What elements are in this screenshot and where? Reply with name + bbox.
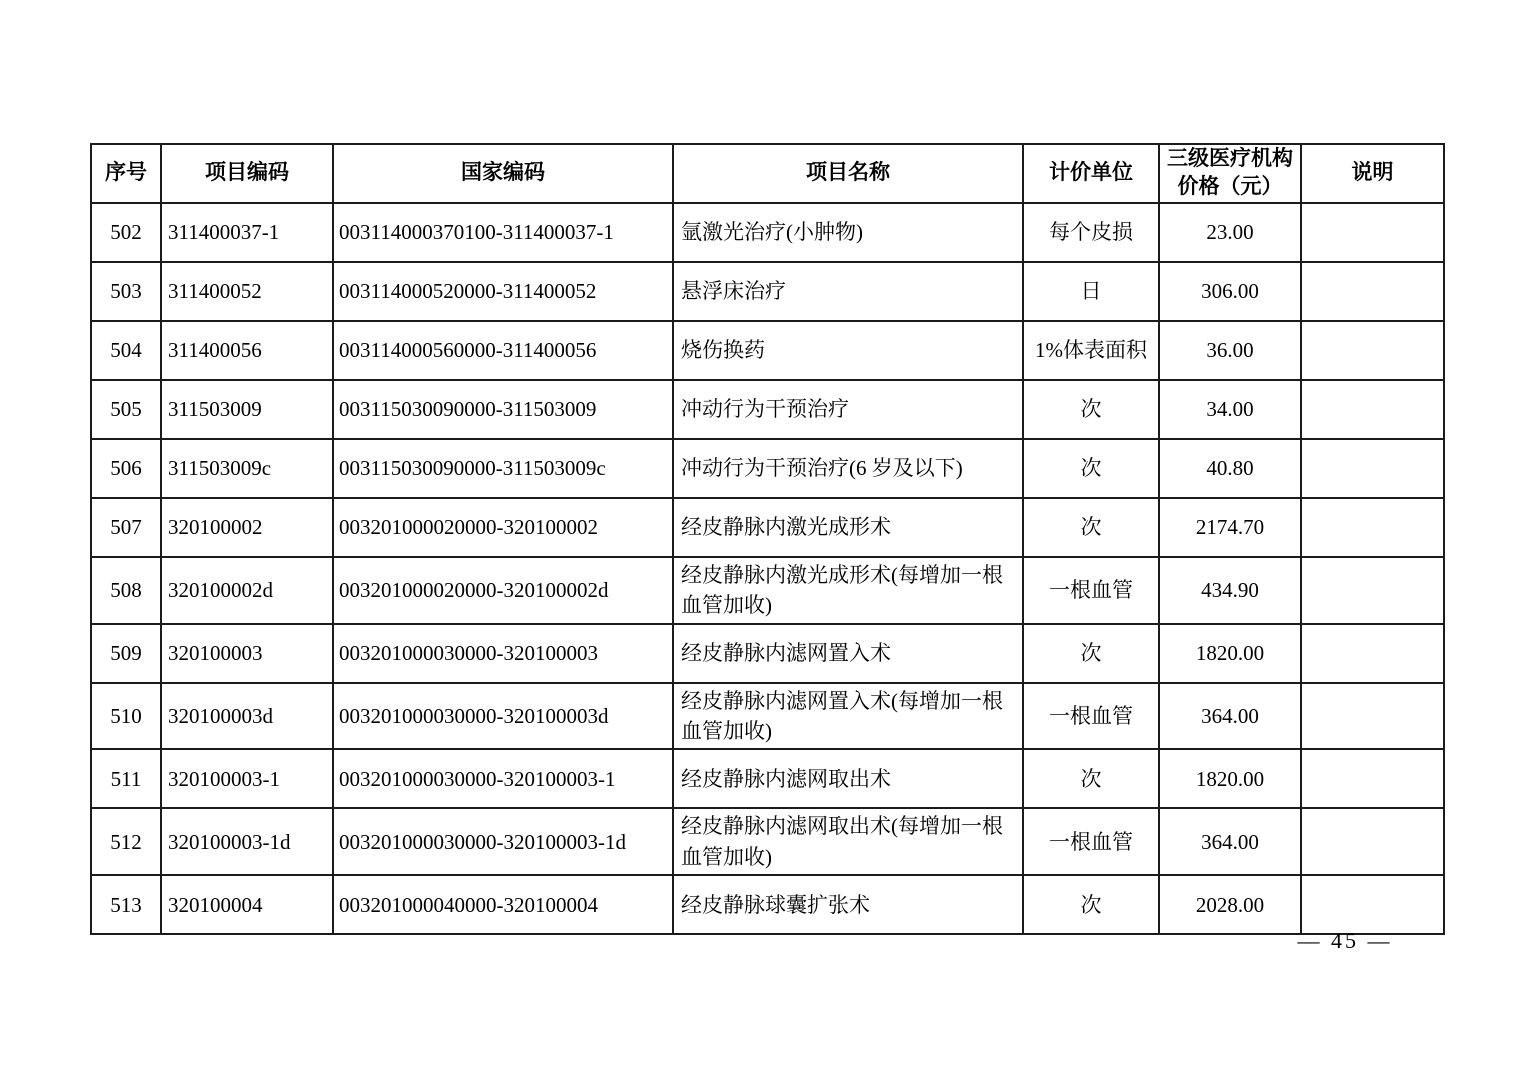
cell-name: 冲动行为干预治疗(6 岁及以下) (673, 439, 1023, 498)
cell-national-code: 003201000020000-320100002 (333, 498, 673, 557)
col-header-item-code: 项目编码 (161, 144, 333, 203)
cell-price: 434.90 (1159, 557, 1301, 624)
cell-name: 经皮静脉内滤网取出术(每增加一根血管加收) (673, 808, 1023, 875)
cell-unit: 每个皮损 (1023, 203, 1159, 262)
col-header-seq: 序号 (91, 144, 161, 203)
cell-national-code: 003115030090000-311503009c (333, 439, 673, 498)
cell-seq: 504 (91, 321, 161, 380)
cell-name: 烧伤换药 (673, 321, 1023, 380)
cell-item-code: 320100003-1 (161, 749, 333, 808)
cell-national-code: 003201000030000-320100003-1d (333, 808, 673, 875)
cell-item-code: 320100002d (161, 557, 333, 624)
cell-unit: 一根血管 (1023, 557, 1159, 624)
cell-unit: 次 (1023, 498, 1159, 557)
cell-national-code: 003201000030000-320100003-1 (333, 749, 673, 808)
table-row (91, 262, 1444, 321)
cell-name: 经皮静脉球囊扩张术 (673, 875, 1023, 934)
cell-price: 23.00 (1159, 203, 1301, 262)
cell-item-code: 311400056 (161, 321, 333, 380)
cell-seq: 509 (91, 624, 161, 683)
cell-note (1301, 875, 1444, 934)
cell-price: 364.00 (1159, 683, 1301, 750)
cell-item-code: 311400037-1 (161, 203, 333, 262)
table-row (91, 624, 1444, 683)
cell-price: 306.00 (1159, 262, 1301, 321)
table-row (91, 321, 1444, 380)
cell-item-code: 311400052 (161, 262, 333, 321)
cell-unit: 次 (1023, 749, 1159, 808)
col-header-price-line1: 三级医疗机构 (1167, 147, 1293, 170)
table-row (91, 439, 1444, 498)
table-row (91, 749, 1444, 808)
cell-price: 40.80 (1159, 439, 1301, 498)
col-header-national-code: 国家编码 (333, 144, 673, 203)
cell-national-code: 003114000520000-311400052 (333, 262, 673, 321)
table-row (91, 808, 1444, 875)
cell-national-code: 003201000020000-320100002d (333, 557, 673, 624)
cell-price: 1820.00 (1159, 624, 1301, 683)
cell-item-code: 320100004 (161, 875, 333, 934)
cell-note (1301, 321, 1444, 380)
cell-name: 悬浮床治疗 (673, 262, 1023, 321)
cell-unit: 次 (1023, 624, 1159, 683)
cell-national-code: 003114000560000-311400056 (333, 321, 673, 380)
cell-seq: 510 (91, 683, 161, 750)
cell-unit: 1%体表面积 (1023, 321, 1159, 380)
table-row (91, 683, 1444, 750)
cell-price: 364.00 (1159, 808, 1301, 875)
col-header-note: 说明 (1301, 144, 1444, 203)
cell-name: 经皮静脉内激光成形术 (673, 498, 1023, 557)
cell-price: 34.00 (1159, 380, 1301, 439)
cell-seq: 502 (91, 203, 161, 262)
cell-seq: 503 (91, 262, 161, 321)
cell-seq: 507 (91, 498, 161, 557)
cell-note (1301, 557, 1444, 624)
cell-item-code: 320100003 (161, 624, 333, 683)
cell-note (1301, 380, 1444, 439)
cell-note (1301, 498, 1444, 557)
cell-note (1301, 439, 1444, 498)
table-row (91, 875, 1444, 934)
cell-seq: 508 (91, 557, 161, 624)
col-header-price (1159, 144, 1301, 203)
cell-name: 经皮静脉内滤网取出术 (673, 749, 1023, 808)
cell-national-code: 003201000040000-320100004 (333, 875, 673, 934)
medical-price-table (90, 143, 1445, 935)
table-header-row (91, 144, 1444, 203)
table-row (91, 498, 1444, 557)
col-header-price-line2: 价格（元） (1177, 175, 1283, 199)
cell-name: 冲动行为干预治疗 (673, 380, 1023, 439)
cell-seq: 512 (91, 808, 161, 875)
cell-note (1301, 808, 1444, 875)
page-number: — 45 — (1297, 928, 1393, 953)
cell-note (1301, 683, 1444, 750)
cell-note (1301, 624, 1444, 683)
cell-unit: 次 (1023, 439, 1159, 498)
cell-name: 氩激光治疗(小肿物) (673, 203, 1023, 262)
cell-price: 1820.00 (1159, 749, 1301, 808)
cell-unit: 一根血管 (1023, 683, 1159, 750)
cell-seq: 511 (91, 749, 161, 808)
cell-item-code: 320100002 (161, 498, 333, 557)
cell-national-code: 003114000370100-311400037-1 (333, 203, 673, 262)
table-row (91, 557, 1444, 624)
cell-national-code: 003201000030000-320100003d (333, 683, 673, 750)
cell-seq: 505 (91, 380, 161, 439)
cell-item-code: 311503009 (161, 380, 333, 439)
cell-item-code: 320100003-1d (161, 808, 333, 875)
col-header-unit: 计价单位 (1023, 144, 1159, 203)
cell-item-code: 311503009c (161, 439, 333, 498)
cell-price: 36.00 (1159, 321, 1301, 380)
col-header-name: 项目名称 (673, 144, 1023, 203)
cell-national-code: 003115030090000-311503009 (333, 380, 673, 439)
cell-price: 2174.70 (1159, 498, 1301, 557)
cell-note (1301, 262, 1444, 321)
cell-seq: 513 (91, 875, 161, 934)
cell-note (1301, 203, 1444, 262)
cell-name: 经皮静脉内激光成形术(每增加一根血管加收) (673, 557, 1023, 624)
cell-unit: 次 (1023, 380, 1159, 439)
cell-name: 经皮静脉内滤网置入术(每增加一根血管加收) (673, 683, 1023, 750)
cell-note (1301, 749, 1444, 808)
table-row (91, 203, 1444, 262)
cell-national-code: 003201000030000-320100003 (333, 624, 673, 683)
cell-unit: 一根血管 (1023, 808, 1159, 875)
cell-seq: 506 (91, 439, 161, 498)
cell-unit: 日 (1023, 262, 1159, 321)
cell-unit: 次 (1023, 875, 1159, 934)
cell-price: 2028.00 (1159, 875, 1301, 934)
cell-item-code: 320100003d (161, 683, 333, 750)
table-row (91, 380, 1444, 439)
cell-name: 经皮静脉内滤网置入术 (673, 624, 1023, 683)
